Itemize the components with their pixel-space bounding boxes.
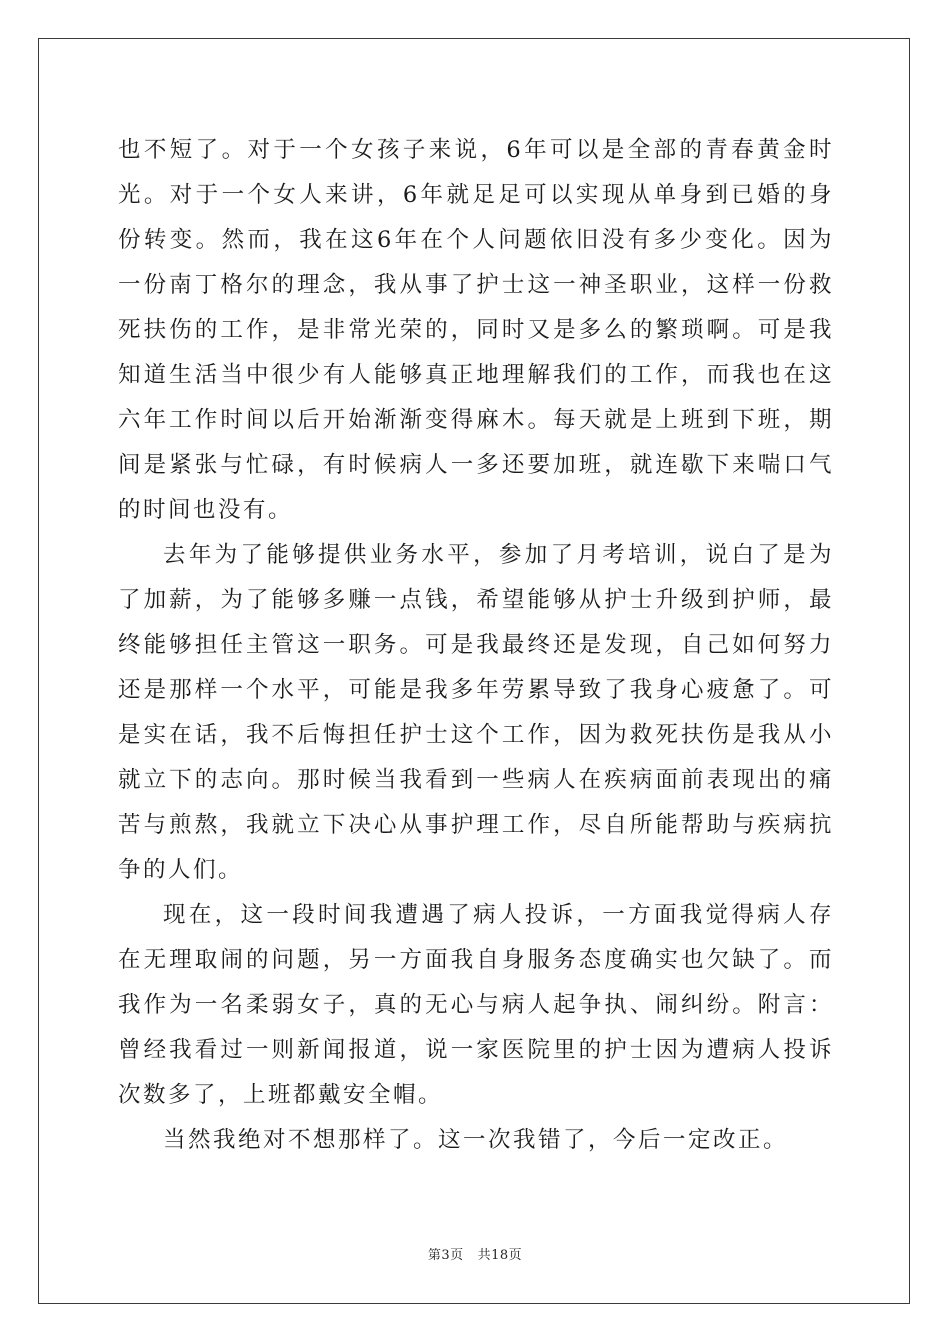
paragraph-1: 也不短了。对于一个女孩子来说，6年可以是全部的青春黄金时光。对于一个女人来讲，6年就足足可以实现从单身到已婚的身份转变。然而，我在这6年在个人问题依旧没有多少变化。因为一份南丁格尔的理念，我从事了护士这一神圣职业，这样一份救死扶伤的工作，是非常光荣的，同时又是多么的繁琐啊。可是我知道生活当中很少有人能够真正地理解我们的工作，而我也在这六年工作时间以后开始渐渐变得麻木。每天就是上班到下班，期间是紧张与忙碌，有时候病人一多还要加班，就连歇下来喘口气的时间也没有。 xyxy=(118,137,834,523)
paragraph-4: 当然我绝对不想那样了。这一次我错了，今后一定改正。 xyxy=(163,1127,789,1153)
page-number: 第3页 xyxy=(427,1248,464,1263)
paragraph-3: 现在，这一段时间我遭遇了病人投诉，一方面我觉得病人存在无理取闹的问题，另一方面我自身服务态度确实也欠缺了。而我作为一名柔弱女子，真的无心与病人起争执、闹纠纷。附言：曾经我看过一则新闻报道，说一家医院里的护士因为遭病人投诉次数多了，上班都戴安全帽。 xyxy=(118,902,834,1108)
page-footer xyxy=(0,1244,950,1263)
document-body xyxy=(118,128,834,1163)
page-total: 共18页 xyxy=(477,1248,523,1263)
paragraph-2: 去年为了能够提供业务水平，参加了月考培训，说白了是为了加薪，为了能够多赚一点钱，希望能够从护士升级到护师，最终能够担任主管这一职务。可是我最终还是发现，自己如何努力还是那样一个水平，可能是我多年劳累导致了我身心疲惫了。可是实在话，我不后悔担任护士这个工作，因为救死扶伤是我从小就立下的志向。那时候当我看到一些病人在疾病面前表现出的痛苦与煎熬，我就立下决心从事护理工作，尽自所能帮助与疾病抗争的人们。 xyxy=(118,542,834,883)
